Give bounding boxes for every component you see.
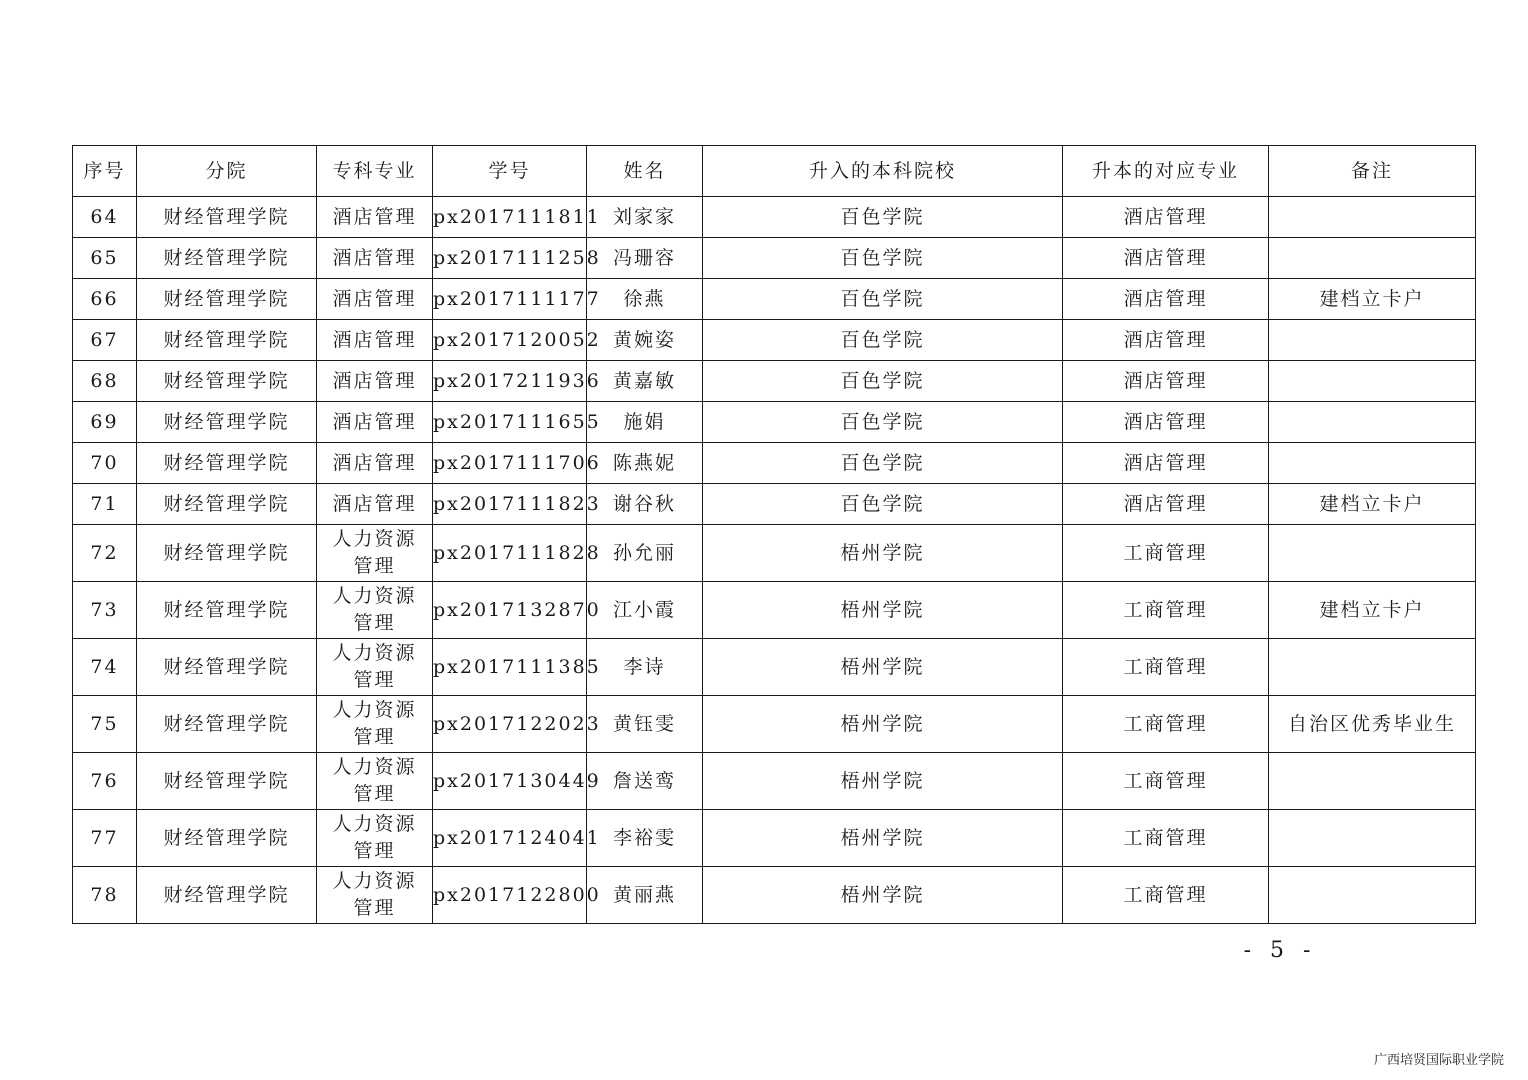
major-line: 酒店管理 [332, 410, 417, 433]
cell-name: 刘家家 [587, 197, 703, 238]
major-line: 酒店管理 [332, 205, 417, 228]
cell-target-major: 酒店管理 [1063, 402, 1269, 443]
cell-college: 财经管理学院 [137, 361, 317, 402]
cell-university: 梧州学院 [703, 696, 1063, 753]
cell-seq: 78 [73, 867, 137, 924]
table-row [73, 279, 1476, 320]
cell-seq: 71 [73, 484, 137, 525]
cell-college: 财经管理学院 [137, 582, 317, 639]
cell-student-id: px2017111706 [433, 443, 587, 484]
cell-college: 财经管理学院 [137, 753, 317, 810]
cell-target-major: 工商管理 [1063, 582, 1269, 639]
table-row [73, 867, 1476, 924]
cell-target-major: 酒店管理 [1063, 320, 1269, 361]
cell-university: 百色学院 [703, 238, 1063, 279]
cell-college: 财经管理学院 [137, 197, 317, 238]
cell-college: 财经管理学院 [137, 810, 317, 867]
cell-name: 江小霞 [587, 582, 703, 639]
cell-university: 百色学院 [703, 443, 1063, 484]
table-body [73, 197, 1476, 924]
cell-college: 财经管理学院 [137, 443, 317, 484]
cell-major [317, 810, 433, 867]
institution-watermark: 广西培贤国际职业学院 [1373, 1053, 1504, 1068]
table-row [73, 238, 1476, 279]
cell-note: 建档立卡户 [1269, 484, 1476, 525]
cell-name: 黄婉姿 [587, 320, 703, 361]
major-line: 管理 [353, 669, 396, 691]
cell-name: 陈燕妮 [587, 443, 703, 484]
header-major: 专科专业 [317, 146, 433, 197]
cell-major [317, 696, 433, 753]
cell-note [1269, 753, 1476, 810]
cell-note [1269, 525, 1476, 582]
cell-name: 李裕雯 [587, 810, 703, 867]
cell-target-major: 酒店管理 [1063, 238, 1269, 279]
cell-university: 梧州学院 [703, 753, 1063, 810]
cell-major [317, 753, 433, 810]
cell-note [1269, 810, 1476, 867]
cell-name: 徐燕 [587, 279, 703, 320]
cell-name: 施娟 [587, 402, 703, 443]
major-line: 管理 [353, 783, 396, 805]
cell-college: 财经管理学院 [137, 320, 317, 361]
cell-name: 孙允丽 [587, 525, 703, 582]
cell-target-major: 酒店管理 [1063, 361, 1269, 402]
cell-college: 财经管理学院 [137, 525, 317, 582]
cell-target-major: 工商管理 [1063, 696, 1269, 753]
cell-name: 谢谷秋 [587, 484, 703, 525]
cell-seq: 70 [73, 443, 137, 484]
cell-college: 财经管理学院 [137, 279, 317, 320]
table-row [73, 361, 1476, 402]
cell-name: 黄丽燕 [587, 867, 703, 924]
cell-name: 黄钰雯 [587, 696, 703, 753]
major-line: 人力资源 [332, 642, 417, 664]
cell-major [317, 443, 433, 484]
cell-note [1269, 639, 1476, 696]
cell-university: 百色学院 [703, 320, 1063, 361]
cell-note: 建档立卡户 [1269, 582, 1476, 639]
cell-major [317, 402, 433, 443]
table-row [73, 197, 1476, 238]
cell-target-major: 工商管理 [1063, 867, 1269, 924]
major-line: 酒店管理 [332, 328, 417, 351]
cell-seq: 72 [73, 525, 137, 582]
cell-seq: 64 [73, 197, 137, 238]
cell-university: 百色学院 [703, 361, 1063, 402]
cell-seq: 68 [73, 361, 137, 402]
cell-university: 梧州学院 [703, 639, 1063, 696]
major-line: 人力资源 [332, 813, 417, 835]
header-student-id: 学号 [433, 146, 587, 197]
table-row [73, 810, 1476, 867]
table-row [73, 484, 1476, 525]
cell-university: 百色学院 [703, 402, 1063, 443]
cell-note [1269, 238, 1476, 279]
cell-target-major: 工商管理 [1063, 753, 1269, 810]
cell-college: 财经管理学院 [137, 867, 317, 924]
cell-university: 百色学院 [703, 279, 1063, 320]
cell-university: 梧州学院 [703, 525, 1063, 582]
cell-note [1269, 443, 1476, 484]
major-line: 管理 [353, 612, 396, 634]
cell-note [1269, 197, 1476, 238]
table-row [73, 402, 1476, 443]
cell-seq: 73 [73, 582, 137, 639]
cell-major [317, 197, 433, 238]
cell-major [317, 361, 433, 402]
header-seq: 序号 [73, 146, 137, 197]
header-target-major: 升本的对应专业 [1063, 146, 1269, 197]
cell-university: 百色学院 [703, 197, 1063, 238]
cell-student-id: px2017111385 [433, 639, 587, 696]
cell-seq: 75 [73, 696, 137, 753]
cell-note [1269, 867, 1476, 924]
cell-university: 梧州学院 [703, 867, 1063, 924]
cell-student-id: px2017122023 [433, 696, 587, 753]
cell-seq: 69 [73, 402, 137, 443]
cell-major [317, 582, 433, 639]
cell-target-major: 酒店管理 [1063, 443, 1269, 484]
cell-major [317, 639, 433, 696]
cell-college: 财经管理学院 [137, 238, 317, 279]
cell-student-id: px2017132870 [433, 582, 587, 639]
cell-college: 财经管理学院 [137, 484, 317, 525]
table-row [73, 696, 1476, 753]
cell-student-id: px2017130449 [433, 753, 587, 810]
cell-name: 詹送鸾 [587, 753, 703, 810]
cell-university: 梧州学院 [703, 810, 1063, 867]
cell-student-id: px2017111655 [433, 402, 587, 443]
student-roster-table [72, 145, 1476, 924]
cell-note [1269, 320, 1476, 361]
cell-student-id: px2017111811 [433, 197, 587, 238]
cell-student-id: px2017120052 [433, 320, 587, 361]
cell-student-id: px2017111828 [433, 525, 587, 582]
cell-name: 黄嘉敏 [587, 361, 703, 402]
cell-student-id: px2017122800 [433, 867, 587, 924]
cell-seq: 67 [73, 320, 137, 361]
major-line: 人力资源 [332, 528, 417, 550]
major-line: 管理 [353, 555, 396, 577]
major-line: 管理 [353, 840, 396, 862]
cell-major [317, 238, 433, 279]
cell-note [1269, 361, 1476, 402]
major-line: 酒店管理 [332, 451, 417, 474]
cell-student-id: px2017211936 [433, 361, 587, 402]
cell-target-major: 工商管理 [1063, 525, 1269, 582]
cell-university: 梧州学院 [703, 582, 1063, 639]
cell-note: 建档立卡户 [1269, 279, 1476, 320]
cell-student-id: px2017111177 [433, 279, 587, 320]
header-note: 备注 [1269, 146, 1476, 197]
cell-target-major: 酒店管理 [1063, 279, 1269, 320]
major-line: 管理 [353, 726, 396, 748]
header-college: 分院 [137, 146, 317, 197]
table-row [73, 753, 1476, 810]
cell-target-major: 工商管理 [1063, 639, 1269, 696]
table-row [73, 320, 1476, 361]
cell-major [317, 867, 433, 924]
cell-seq: 65 [73, 238, 137, 279]
major-line: 酒店管理 [332, 492, 417, 515]
table-header-row [73, 146, 1476, 197]
cell-major [317, 525, 433, 582]
cell-seq: 76 [73, 753, 137, 810]
header-name: 姓名 [587, 146, 703, 197]
cell-college: 财经管理学院 [137, 402, 317, 443]
cell-target-major: 酒店管理 [1063, 197, 1269, 238]
cell-seq: 74 [73, 639, 137, 696]
cell-major [317, 320, 433, 361]
cell-seq: 66 [73, 279, 137, 320]
cell-seq: 77 [73, 810, 137, 867]
cell-target-major: 酒店管理 [1063, 484, 1269, 525]
major-line: 人力资源 [332, 756, 417, 778]
cell-student-id: px2017111823 [433, 484, 587, 525]
cell-student-id: px2017111258 [433, 238, 587, 279]
page-number: - 5 - [1243, 938, 1317, 963]
table-row [73, 639, 1476, 696]
cell-note [1269, 402, 1476, 443]
cell-target-major: 工商管理 [1063, 810, 1269, 867]
header-university: 升入的本科院校 [703, 146, 1063, 197]
major-line: 人力资源 [332, 870, 417, 892]
cell-major [317, 484, 433, 525]
cell-college: 财经管理学院 [137, 639, 317, 696]
cell-note: 自治区优秀毕业生 [1269, 696, 1476, 753]
cell-student-id: px2017124041 [433, 810, 587, 867]
major-line: 人力资源 [332, 585, 417, 607]
cell-college: 财经管理学院 [137, 696, 317, 753]
cell-university: 百色学院 [703, 484, 1063, 525]
table-row [73, 582, 1476, 639]
cell-major [317, 279, 433, 320]
major-line: 酒店管理 [332, 287, 417, 310]
cell-name: 李诗 [587, 639, 703, 696]
table-row [73, 443, 1476, 484]
cell-name: 冯珊容 [587, 238, 703, 279]
major-line: 管理 [353, 897, 396, 919]
table-row [73, 525, 1476, 582]
major-line: 人力资源 [332, 699, 417, 721]
major-line: 酒店管理 [332, 246, 417, 269]
major-line: 酒店管理 [332, 369, 417, 392]
